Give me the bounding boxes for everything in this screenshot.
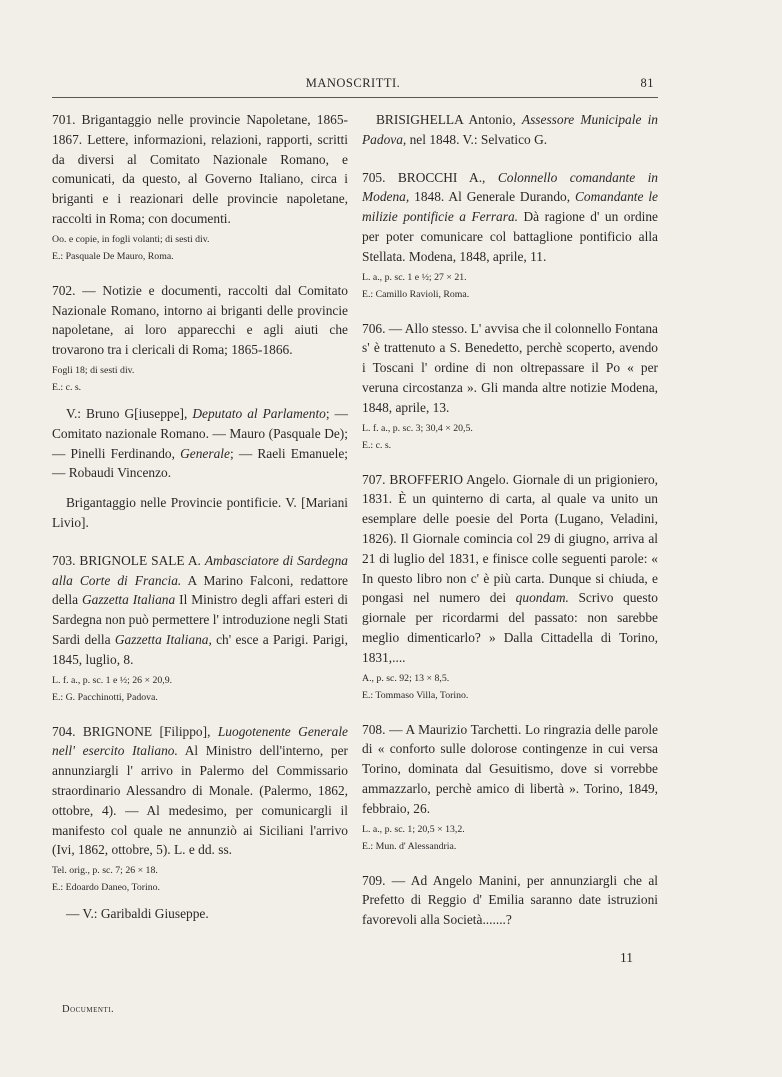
- entry-note: E.: Edoardo Daneo, Torino.: [52, 882, 160, 894]
- signature-mark: 11: [620, 950, 633, 965]
- entry-text: 705. BROCCHI A., Colonnello comandante in Modena, 1848. Al Generale Durando, Comandante le milizie pontificie a Ferrara. Dà ragione d' un ordine per poter comunicare col battaglione pontificio alla Stellata. Modena, 1848, aprile, 11.: [362, 169, 659, 264]
- entry-note: L. a., p. sc. 1 e ½; 27 × 21.: [362, 271, 467, 283]
- entry-703: [52, 551, 348, 704]
- footer-label: Documenti.: [62, 1004, 115, 1015]
- entry-text: 708. — A Maurizio Tarchetti. Lo ringrazia delle parole di « conforto sulle dolorose contingenze in cui versa Torino, dominata dal Gesuitismo, dove si vorrebbe ammazzarlo, perchè amico di libertà ». Torino, 1849, febbraio, 26.: [362, 721, 658, 816]
- right-column: [362, 110, 658, 940]
- left-column: [52, 110, 348, 934]
- entry-note: E.: c. s.: [362, 439, 392, 451]
- entry-note: E.: Camillo Ravioli, Roma.: [362, 288, 470, 300]
- entry-text: 706. — Allo stesso. L' avvisa che il colonnello Fontana s' è trattenuto a S. Benedetto, perchè scoperto, avendo i Toscani l' ordine di non oltrepassare il Po « per veruna circostanza ». Gli manda altre notizie Modena, 1848, aprile, 13.: [362, 320, 658, 415]
- entry-note: E.: G. Pacchinotti, Padova.: [52, 691, 158, 703]
- running-header: [48, 74, 658, 96]
- entry-709: [362, 871, 658, 930]
- entry-705: [362, 168, 658, 301]
- entry-707: [362, 470, 658, 702]
- entry-708: [362, 720, 658, 853]
- entry-note: Fogli 18; di sesti div.: [52, 364, 135, 376]
- cross-reference: — V.: Garibaldi Giuseppe.: [66, 906, 209, 922]
- entry-note: Oo. e copie, in fogli volanti; di sesti div.: [52, 233, 210, 245]
- entry-702: [52, 281, 348, 394]
- cross-reference: V.: Bruno G[iuseppe], Deputato al Parlamento; — Comitato nazionale Romano. — Mauro (Pasquale De); — Pinelli Ferdinando, Generale; — Raeli Emanuele; — Robaudi Vincenzo.: [52, 405, 348, 481]
- header-rule: [52, 97, 658, 98]
- entry-note: L. a., p. sc. 1; 20,5 × 13,2.: [362, 823, 465, 835]
- entry-text: 704. BRIGNONE [Filippo], Luogotenente Generale nell' esercito Italiano. Al Ministro dell'interno, per annunziargli l' arrivo in Palermo del Commissario straordinario Alessandro di Monale. (Palermo, 1862, ottobre, 4). — Al medesimo, per comunicargli il manifesto col quale ne annunziò ai Siciliani l'arrivo (Ivi, 1862, ottobre, 5). L. e dd. ss.: [52, 723, 348, 858]
- entry-note: A., p. sc. 92; 13 × 8,5.: [362, 672, 450, 684]
- entry-701: [52, 110, 348, 263]
- entry-note: E.: Tommaso Villa, Torino.: [362, 689, 469, 701]
- entry-text: 701. Brigantaggio nelle provincie Napoletane, 1865-1867. Lettere, informazioni, relazioni, rapporti, scritti da diversi al Comitato Nazionale Romano, e comunicati, da questo, al Governo Italiano, circa i briganti e i reazionari delle provincie napoletane, raccolti in Roma; con documenti.: [52, 112, 348, 226]
- cross-reference: Brigantaggio nelle Provincie pontificie. V. [Mariani Livio].: [52, 495, 348, 530]
- entry-note: E.: c. s.: [52, 381, 82, 393]
- entry-note: L. f. a., p. sc. 1 e ½; 26 × 20,9.: [52, 674, 173, 686]
- cross-reference: BRISIGHELLA Antonio, Assessore Municipale in Padova, nel 1848. V.: Selvatico G.: [362, 112, 658, 147]
- page-number: 81: [640, 76, 654, 90]
- entry-note: Tel. orig., p. sc. 7; 26 × 18.: [52, 865, 158, 877]
- entry-text: 703. BRIGNOLE SALE A. Ambasciatore di Sardegna alla Corte di Francia. A Marino Falconi, redattore della Gazzetta Italiana Il Ministro degli affari esteri di Sardegna non può permettere l' introduzione negli Stati Sardi della Gazzetta Italiana, ch' esce a Parigi. Parigi, 1845, luglio, 8.: [52, 552, 349, 667]
- entry-text: 707. BROFFERIO Angelo. Giornale di un prigioniero, 1831. È un quinterno di carta, al quale va unito un esemplare delle poesie del Porta (Lugano, Veladini, 1826). Il Giornale comincia col 29 di giugno, arriva al 21 di luglio del 1831, e finisce colle seguenti parole: « In questo libro non c' è più carta. Dunque si chiuda, e pongasi nel numero dei quondam. Scrivo questo giornale per ricordarmi del passato: non sarebbe meglio dimenticarlo? » Dalla Cittadella di Torino, 1831,....: [362, 471, 658, 665]
- entry-704: [52, 722, 348, 895]
- entry-text: 702. — Notizie e documenti, raccolti dal Comitato Nazionale Romano, intorno ai briganti delle provincie napoletane, ai loro apparecchi e agli aiuti che trovarono tra i clericali di Roma; 1865-1866.: [52, 282, 348, 358]
- entry-text: 709. — Ad Angelo Manini, per annunziargli che al Prefetto di Reggio d' Emilia saranno date istruzioni favorevoli alla Società.......?: [362, 872, 658, 928]
- header-title: MANOSCRITTI.: [305, 76, 401, 90]
- entry-706: [362, 319, 658, 452]
- entry-note: E.: Mun. d' Alessandria.: [362, 840, 457, 852]
- entry-note: E.: Pasquale De Mauro, Roma.: [52, 250, 174, 262]
- entry-note: L. f. a., p. sc. 3; 30,4 × 20,5.: [362, 422, 473, 434]
